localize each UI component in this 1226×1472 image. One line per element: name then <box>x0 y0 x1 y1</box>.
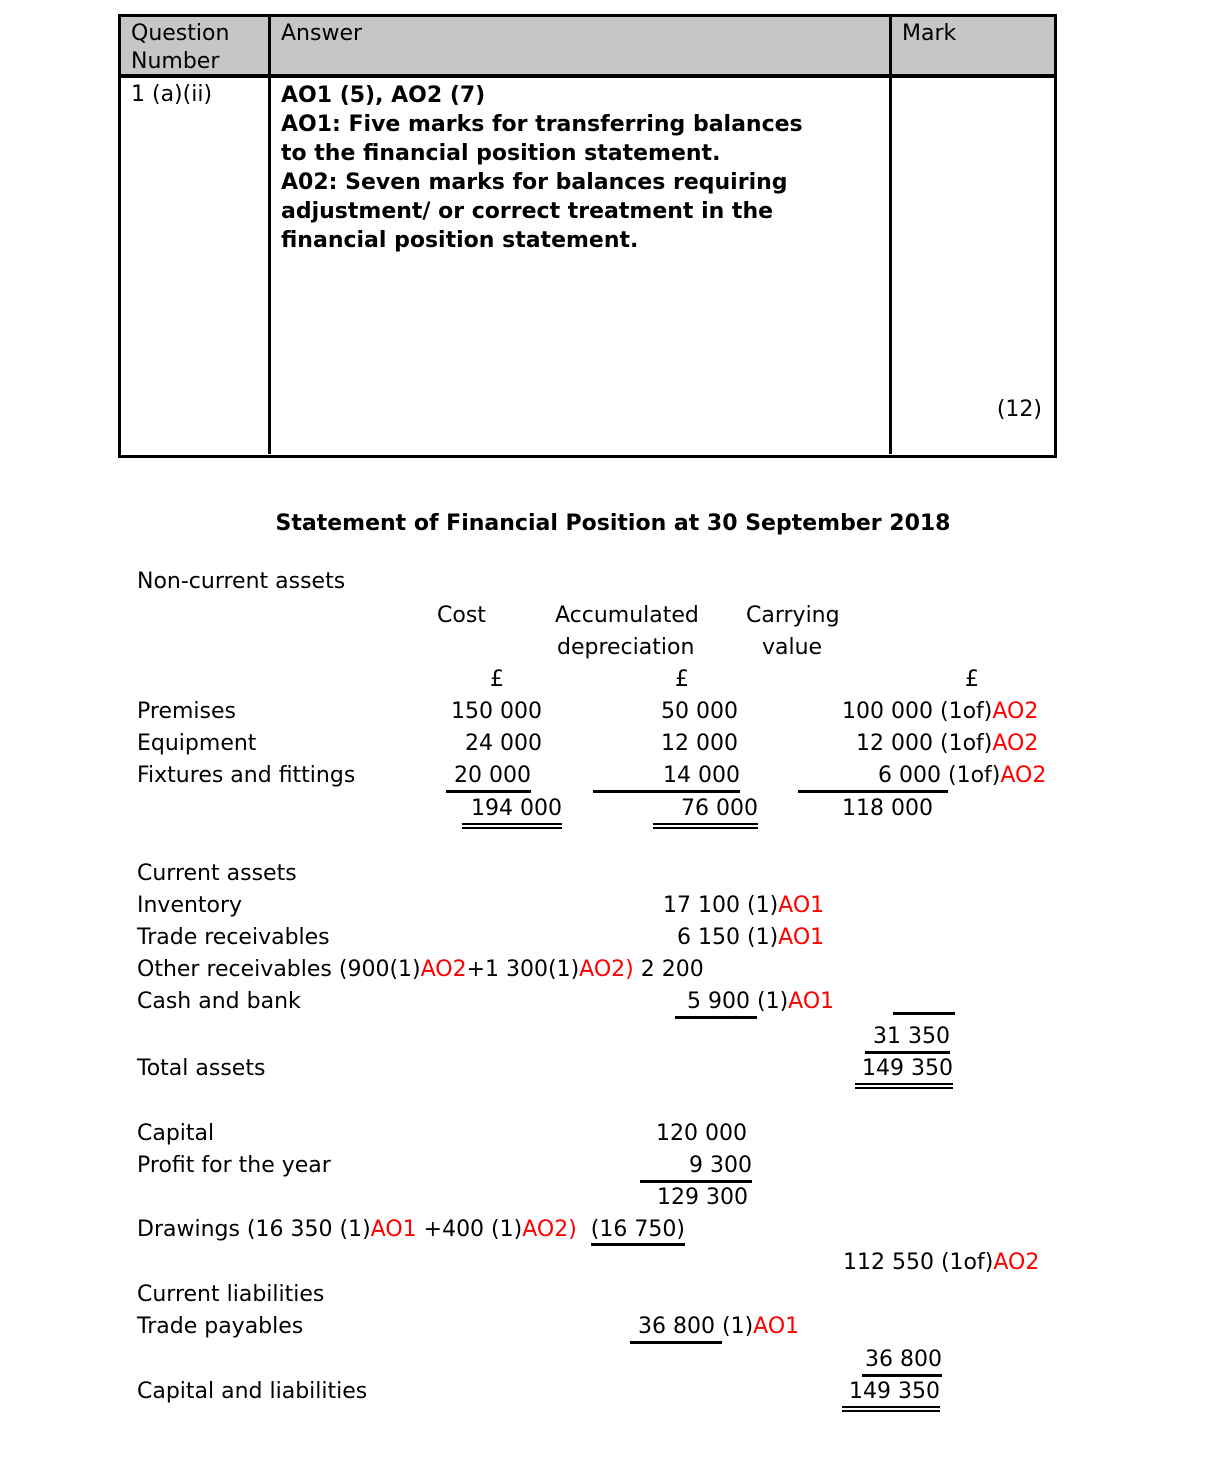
other-receivables-line <box>137 957 704 983</box>
liabilities-subtotal: 36 800 <box>862 1347 942 1377</box>
mark-note: (1) <box>757 989 789 1014</box>
spacer <box>577 1217 591 1242</box>
mark-note: (1) <box>740 925 779 950</box>
ao-tag: AO1 <box>778 893 825 918</box>
answer-line: financial position statement. <box>281 228 639 253</box>
capital-amount: 120 000 <box>656 1121 747 1146</box>
trade-payables-amount: 36 800 <box>630 1314 722 1344</box>
current-assets-heading: Current assets <box>137 861 297 886</box>
inventory-cell <box>560 893 824 919</box>
answer-cell <box>271 78 892 454</box>
col-header-value: value <box>762 635 823 660</box>
col-header-carrying: Carrying <box>746 603 840 628</box>
ao-tag: AO2) <box>579 957 634 982</box>
cash-bank-cell <box>675 989 834 1019</box>
col-header-depreciation: depreciation <box>557 635 695 660</box>
nca-row-label: Premises <box>137 699 236 724</box>
other-receivables-text: Other receivables (900(1) <box>137 957 421 982</box>
nca-dep-value: 50 000 <box>661 699 738 724</box>
currency-symbol-carry: £ <box>965 667 979 692</box>
nca-carry-value: 100 000 <box>842 699 933 724</box>
ao-tag: AO1 <box>370 1217 417 1242</box>
drawings-text: Drawings (16 350 (1) <box>137 1217 371 1242</box>
table-header-row <box>121 17 1054 78</box>
trade-receivables-cell <box>560 925 824 951</box>
inventory-label: Inventory <box>137 893 243 918</box>
answer-line: AO1 (5), AO2 (7) <box>281 83 486 108</box>
mark-note: (1) <box>740 893 779 918</box>
drawings-amount: (16 750) <box>591 1217 685 1246</box>
nca-cost-value: 24 000 <box>465 731 542 756</box>
trade-payables-label: Trade payables <box>137 1314 304 1339</box>
ao-tag: AO2 <box>1000 763 1047 788</box>
current-liabilities-heading: Current liabilities <box>137 1282 325 1307</box>
header-mark: Mark <box>902 21 957 46</box>
blank-total-line <box>893 990 955 1015</box>
cash-bank-label: Cash and bank <box>137 989 301 1014</box>
nca-heading: Non-current assets <box>137 569 346 594</box>
total-assets-label: Total assets <box>137 1056 266 1081</box>
nca-row-label: Equipment <box>137 731 257 756</box>
nca-row-label: Fixtures and fittings <box>137 763 356 788</box>
ao-tag: AO1 <box>788 989 835 1014</box>
nca-carry-value: 6 000 <box>798 763 948 793</box>
nca-carry-cell <box>820 731 1038 757</box>
answer-line: to the financial position statement. <box>281 141 721 166</box>
nca-total-dep: 76 000 <box>653 796 758 829</box>
statement-title: Statement of Financial Position at 30 September 2018 <box>275 511 951 536</box>
capital-total-value: 112 550 <box>843 1250 934 1275</box>
nca-dep-value: 12 000 <box>661 731 738 756</box>
current-assets-subtotal: 31 350 <box>865 1024 950 1054</box>
cash-bank-amount: 5 900 <box>675 989 757 1019</box>
answer-line: AO1: Five marks for transferring balances <box>281 112 803 137</box>
nca-dep-value: 14 000 <box>593 763 740 793</box>
header-answer: Answer <box>271 17 892 74</box>
total-assets-value: 149 350 <box>855 1056 953 1089</box>
profit-label: Profit for the year <box>137 1153 331 1178</box>
question-number-cell: 1 (a)(ii) <box>121 78 271 454</box>
col-header-accumulated: Accumulated <box>555 603 699 628</box>
capital-liabilities-label: Capital and liabilities <box>137 1379 368 1404</box>
trade-receivables-amount: 6 150 <box>677 925 740 950</box>
table-body-row <box>121 78 1054 454</box>
ao-tag: AO2 <box>420 957 467 982</box>
ao-tag: AO2 <box>993 1250 1040 1275</box>
of-mark: (1of) <box>948 763 1001 788</box>
ao-tag: AO2) <box>522 1217 577 1242</box>
ao-tag: AO1 <box>753 1314 800 1339</box>
drawings-line <box>137 1217 685 1243</box>
currency-symbol-dep: £ <box>675 667 689 692</box>
trade-payables-cell <box>630 1314 799 1344</box>
mark-value: (12) <box>996 397 1042 422</box>
header-question-number: Question Number <box>121 17 271 74</box>
capital-total-cell <box>843 1250 1039 1276</box>
answer-line: A02: Seven marks for balances requiring <box>281 170 788 195</box>
col-header-cost: Cost <box>437 603 486 628</box>
nca-cost-value: 20 000 <box>446 763 531 793</box>
nca-carry-cell <box>820 699 1038 725</box>
currency-symbol-cost: £ <box>490 667 504 692</box>
ao-tag: AO1 <box>778 925 825 950</box>
nca-total-carry: 118 000 <box>842 796 933 821</box>
capital-label: Capital <box>137 1121 215 1146</box>
other-receivables-text: +1 300(1) <box>466 957 580 982</box>
capital-subtotal: 129 300 <box>657 1185 748 1210</box>
of-mark: (1of) <box>933 699 993 724</box>
trade-receivables-label: Trade receivables <box>137 925 330 950</box>
of-mark: (1of) <box>933 1250 994 1275</box>
nca-cost-value: 150 000 <box>451 699 542 724</box>
answer-line: adjustment/ or correct treatment in the <box>281 199 774 224</box>
ao-tag: AO2 <box>992 699 1039 724</box>
ao-tag: AO2 <box>992 731 1039 756</box>
inventory-amount: 17 100 <box>663 893 740 918</box>
other-receivables-amount: 2 200 <box>633 957 704 982</box>
mark-scheme-table <box>118 14 1057 458</box>
of-mark: (1of) <box>933 731 993 756</box>
profit-amount: 9 300 <box>640 1153 752 1183</box>
capital-liabilities-value: 149 350 <box>842 1379 940 1412</box>
nca-carry-cell <box>798 763 1046 793</box>
nca-total-cost: 194 000 <box>462 796 562 829</box>
nca-carry-value: 12 000 <box>856 731 933 756</box>
mark-note: (1) <box>722 1314 754 1339</box>
drawings-text: +400 (1) <box>416 1217 523 1242</box>
mark-cell <box>892 78 1054 454</box>
